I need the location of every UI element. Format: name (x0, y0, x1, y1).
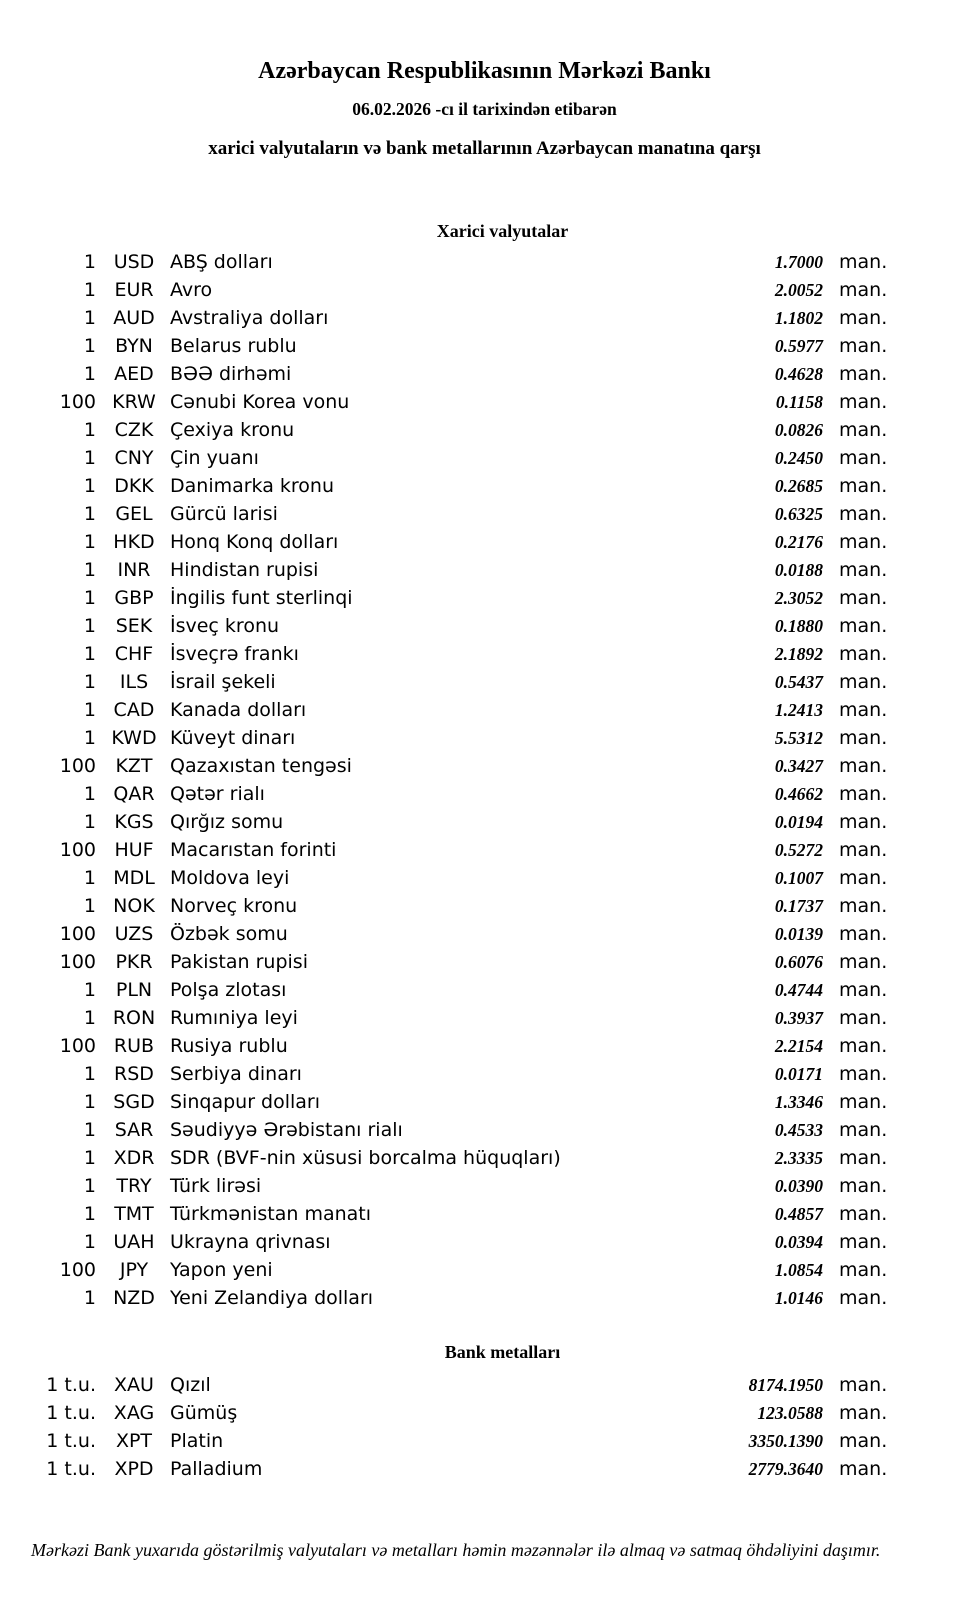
currency-row (0, 1172, 969, 1200)
currency-quantity: 1 (83, 279, 96, 301)
currency-code: CZK (114, 419, 154, 441)
currency-rate: 0.6076 (774, 952, 823, 972)
currency-unit: man. (839, 867, 888, 889)
currency-row (0, 948, 969, 976)
currency-row (0, 276, 969, 304)
currency-row (0, 696, 969, 724)
currency-name: Türkmənistan manatı (170, 1203, 372, 1225)
metal-row (0, 1455, 969, 1483)
currency-rate: 0.2685 (774, 476, 823, 496)
currency-code: NZD (113, 1287, 155, 1309)
currency-row (0, 556, 969, 584)
currency-name: İsveç kronu (170, 615, 280, 637)
metals-table (0, 1371, 969, 1483)
currency-name: Gürcü larisi (170, 503, 278, 525)
currency-unit: man. (839, 811, 888, 833)
currency-unit: man. (839, 587, 888, 609)
currency-code: SAR (114, 1119, 154, 1141)
currency-name: Macarıstan forinti (170, 839, 337, 861)
currency-quantity: 100 (59, 951, 96, 973)
currency-row (0, 1228, 969, 1256)
currency-unit: man. (839, 307, 888, 329)
currency-row (0, 612, 969, 640)
currency-unit: man. (839, 559, 888, 581)
currency-rate: 1.7000 (774, 252, 823, 272)
currency-name: Hindistan rupisi (170, 559, 319, 581)
obligation-note: Mərkəzi Bank yuxarıda göstərilmiş valyutaları və metalları həmin məzənnələr ilə almaq və satmaq öhdəliyini daşımır. (31, 1540, 881, 1560)
currency-row (0, 1032, 969, 1060)
currency-code: PLN (115, 979, 153, 1001)
metal-row (0, 1427, 969, 1455)
metal-rate: 2779.3640 (748, 1459, 823, 1479)
currency-unit: man. (839, 755, 888, 777)
currency-rate: 2.2154 (774, 1036, 823, 1056)
currency-rate: 0.0390 (774, 1176, 823, 1196)
currency-row (0, 864, 969, 892)
currency-unit: man. (839, 1287, 888, 1309)
currency-unit: man. (839, 895, 888, 917)
currency-rate: 0.0394 (774, 1232, 823, 1252)
metal-row (0, 1399, 969, 1427)
currency-code: RSD (114, 1063, 154, 1085)
currency-code: UAH (113, 1231, 155, 1253)
currency-unit: man. (839, 1175, 888, 1197)
currency-quantity: 1 (83, 419, 96, 441)
currency-unit: man. (839, 727, 888, 749)
currency-code: PKR (115, 951, 153, 973)
currency-name: Rusiya rublu (170, 1035, 288, 1057)
currency-code: KRW (112, 391, 156, 413)
currency-name: Küveyt dinarı (170, 727, 296, 749)
currency-code: MDL (113, 867, 155, 889)
currency-rate: 0.4533 (774, 1120, 823, 1140)
currency-unit: man. (839, 1007, 888, 1029)
metal-quantity: 1 t.u. (46, 1458, 96, 1480)
currency-code: BYN (115, 335, 153, 357)
currency-code: DKK (114, 475, 154, 497)
currency-code: XDR (113, 1147, 155, 1169)
currency-code: HUF (114, 839, 154, 861)
currency-quantity: 100 (59, 839, 96, 861)
currency-quantity: 1 (83, 727, 96, 749)
currency-code: USD (113, 251, 155, 273)
currency-unit: man. (839, 615, 888, 637)
metal-row (0, 1371, 969, 1399)
currency-name: ABŞ dolları (170, 251, 273, 273)
currency-name: Sinqapur dolları (170, 1091, 321, 1113)
currency-name: Kanada dolları (170, 699, 307, 721)
currency-rate: 0.4662 (774, 784, 823, 804)
currency-unit: man. (839, 1035, 888, 1057)
currency-quantity: 1 (83, 615, 96, 637)
metal-quantity: 1 t.u. (46, 1402, 96, 1424)
currency-code: GBP (114, 587, 154, 609)
currency-code: KZT (115, 755, 153, 777)
currency-quantity: 100 (59, 391, 96, 413)
currency-rate: 0.5977 (774, 336, 823, 356)
currency-name: Cənubi Korea vonu (170, 391, 350, 413)
currency-row (0, 836, 969, 864)
currency-rate: 0.6325 (774, 504, 823, 524)
currency-unit: man. (839, 1091, 888, 1113)
currency-row (0, 332, 969, 360)
currency-code: ILS (119, 671, 149, 693)
currency-code: JPY (119, 1259, 149, 1281)
currency-row (0, 976, 969, 1004)
currency-name: Avro (170, 279, 213, 301)
currency-quantity: 1 (83, 671, 96, 693)
currency-quantity: 1 (83, 699, 96, 721)
currency-unit: man. (839, 363, 888, 385)
currency-row (0, 1144, 969, 1172)
currency-unit: man. (839, 279, 888, 301)
currency-rate: 0.5437 (774, 672, 823, 692)
currency-row (0, 1004, 969, 1032)
metal-unit: man. (839, 1402, 888, 1424)
currency-quantity: 1 (83, 335, 96, 357)
currency-name: Ukrayna qrivnası (170, 1231, 331, 1253)
currency-code: SGD (113, 1091, 155, 1113)
metal-code: XAU (114, 1374, 154, 1396)
currency-unit: man. (839, 671, 888, 693)
currency-row (0, 388, 969, 416)
currency-rate: 0.3427 (774, 756, 823, 776)
currency-name: Çexiya kronu (170, 419, 295, 441)
currency-code: KWD (111, 727, 157, 749)
currency-quantity: 1 (83, 867, 96, 889)
currency-quantity: 1 (83, 307, 96, 329)
currency-quantity: 1 (83, 475, 96, 497)
currency-unit: man. (839, 951, 888, 973)
metal-rate: 8174.1950 (748, 1375, 823, 1395)
bank-metals-heading: Bank metalları (444, 1342, 561, 1362)
effective-date-line: 06.02.2026 -cı il tarixindən etibarən (352, 99, 617, 119)
currency-code: AUD (113, 307, 155, 329)
currency-quantity: 100 (59, 755, 96, 777)
currency-quantity: 1 (83, 895, 96, 917)
currency-unit: man. (839, 335, 888, 357)
currency-unit: man. (839, 699, 888, 721)
currency-name: İsrail şekeli (170, 671, 276, 693)
metal-unit: man. (839, 1430, 888, 1452)
currency-code: NOK (113, 895, 155, 917)
currency-row (0, 892, 969, 920)
currency-row (0, 472, 969, 500)
metal-code: XAG (113, 1402, 155, 1424)
currency-code: TMT (114, 1203, 154, 1225)
currency-quantity: 1 (83, 1119, 96, 1141)
currency-name: Belarus rublu (170, 335, 297, 357)
currency-code: EUR (114, 279, 154, 301)
currency-unit: man. (839, 1203, 888, 1225)
currency-quantity: 1 (83, 783, 96, 805)
metal-rate: 3350.1390 (748, 1431, 823, 1451)
currency-rate: 0.2450 (774, 448, 823, 468)
currency-rate: 5.5312 (774, 728, 823, 748)
currency-unit: man. (839, 1231, 888, 1253)
currency-quantity: 1 (83, 363, 96, 385)
currency-code: TRY (116, 1175, 152, 1197)
currency-row (0, 1256, 969, 1284)
metal-rate: 123.0588 (757, 1403, 823, 1423)
currency-code: CAD (113, 699, 155, 721)
currency-unit: man. (839, 1119, 888, 1141)
currency-quantity: 1 (83, 1231, 96, 1253)
currency-name: Pakistan rupisi (170, 951, 308, 973)
metal-code: XPD (114, 1458, 154, 1480)
currency-row (0, 724, 969, 752)
currency-unit: man. (839, 923, 888, 945)
currency-rate: 0.5272 (774, 840, 823, 860)
currency-name: BƏƏ dirhəmi (170, 363, 292, 385)
metal-quantity: 1 t.u. (46, 1374, 96, 1396)
currency-quantity: 100 (59, 923, 96, 945)
currency-rate: 2.0052 (774, 280, 823, 300)
currency-name: Özbək somu (170, 923, 288, 945)
currency-name: SDR (BVF-nin xüsusi borcalma hüquqları) (170, 1147, 561, 1169)
currency-quantity: 100 (59, 1035, 96, 1057)
currency-code: GEL (115, 503, 153, 525)
currency-row (0, 808, 969, 836)
currency-row (0, 1116, 969, 1144)
metal-name: Palladium (170, 1458, 263, 1480)
currency-quantity: 1 (83, 1287, 96, 1309)
currency-quantity: 1 (83, 1203, 96, 1225)
currency-rate: 0.2176 (774, 532, 823, 552)
currency-quantity: 1 (83, 251, 96, 273)
currency-rate: 2.1892 (774, 644, 823, 664)
currency-unit: man. (839, 475, 888, 497)
currency-rate: 1.3346 (774, 1092, 823, 1112)
currency-name: Honq Konq dolları (170, 531, 339, 553)
currency-quantity: 1 (83, 1007, 96, 1029)
currency-unit: man. (839, 419, 888, 441)
currency-name: Moldova leyi (170, 867, 290, 889)
currency-row (0, 248, 969, 276)
currency-unit: man. (839, 531, 888, 553)
currency-row (0, 1284, 969, 1312)
currency-code: RON (112, 1007, 156, 1029)
currency-quantity: 1 (83, 587, 96, 609)
currency-quantity: 1 (83, 643, 96, 665)
currency-name: Danimarka kronu (170, 475, 335, 497)
currency-code: INR (117, 559, 151, 581)
currency-rate: 0.0826 (774, 420, 823, 440)
currency-quantity: 1 (83, 531, 96, 553)
currency-quantity: 1 (83, 447, 96, 469)
currency-rate: 0.1007 (774, 868, 823, 888)
currency-rate: 0.0171 (774, 1064, 823, 1084)
currency-rate: 0.1158 (775, 392, 823, 412)
currency-unit: man. (839, 503, 888, 525)
currency-row (0, 920, 969, 948)
metal-unit: man. (839, 1374, 888, 1396)
currency-quantity: 1 (83, 1091, 96, 1113)
currency-rate: 1.1802 (774, 308, 823, 328)
currency-name: Yapon yeni (170, 1259, 273, 1281)
currency-unit: man. (839, 783, 888, 805)
currency-rate: 0.1737 (774, 896, 823, 916)
currency-unit: man. (839, 979, 888, 1001)
currency-row (0, 584, 969, 612)
currency-unit: man. (839, 1063, 888, 1085)
currency-row (0, 304, 969, 332)
currency-unit: man. (839, 251, 888, 273)
currency-unit: man. (839, 447, 888, 469)
currency-rate: 0.0188 (774, 560, 823, 580)
currency-name: Qətər rialı (170, 783, 265, 805)
currency-name: Avstraliya dolları (170, 307, 329, 329)
currency-unit: man. (839, 1147, 888, 1169)
currency-name: Yeni Zelandiya dolları (170, 1287, 374, 1309)
currency-name: İsveçrə frankı (170, 643, 299, 665)
currency-row (0, 360, 969, 388)
metal-name: Gümüş (170, 1402, 238, 1424)
currency-code: AED (114, 363, 154, 385)
currency-unit: man. (839, 839, 888, 861)
currency-unit: man. (839, 643, 888, 665)
currency-code: QAR (113, 783, 155, 805)
currency-row (0, 668, 969, 696)
metal-code: XPT (115, 1430, 153, 1452)
bank-title: Azərbaycan Respublikasının Mərkəzi Bankı (258, 58, 711, 84)
currency-rate: 0.0139 (774, 924, 823, 944)
currency-code: CNY (114, 447, 154, 469)
currency-row (0, 528, 969, 556)
currency-name: Polşa zlotası (170, 979, 287, 1001)
metal-name: Platin (170, 1430, 224, 1452)
currency-code: UZS (114, 923, 154, 945)
currency-quantity: 1 (83, 811, 96, 833)
currency-unit: man. (839, 391, 888, 413)
foreign-currencies-heading: Xarici valyutalar (436, 221, 569, 241)
currency-quantity: 1 (83, 503, 96, 525)
currency-rate: 0.4628 (774, 364, 823, 384)
currency-quantity: 1 (83, 1175, 96, 1197)
currency-rate: 1.0854 (774, 1260, 823, 1280)
currency-quantity: 100 (59, 1259, 96, 1281)
currency-name: Çin yuanı (170, 447, 259, 469)
currency-quantity: 1 (83, 1147, 96, 1169)
currency-name: Rumıniya leyi (170, 1007, 298, 1029)
currency-rate: 0.3937 (774, 1008, 823, 1028)
currency-rate: 0.4857 (774, 1204, 823, 1224)
currency-rate: 0.0194 (774, 812, 823, 832)
currency-row (0, 752, 969, 780)
currency-code: RUB (113, 1035, 155, 1057)
metal-unit: man. (839, 1458, 888, 1480)
currency-quantity: 1 (83, 979, 96, 1001)
currency-code: CHF (114, 643, 154, 665)
currency-quantity: 1 (83, 559, 96, 581)
currency-rate: 0.4744 (774, 980, 823, 1000)
currency-row (0, 1060, 969, 1088)
currency-row (0, 780, 969, 808)
currency-row (0, 444, 969, 472)
currency-rate: 1.0146 (774, 1288, 823, 1308)
currency-name: Norveç kronu (170, 895, 298, 917)
currency-row (0, 416, 969, 444)
currency-rate: 2.3052 (774, 588, 823, 608)
currency-name: Səudiyyə Ərəbistanı rialı (170, 1119, 403, 1141)
currency-code: HKD (113, 531, 155, 553)
currency-name: İngilis funt sterlinqi (170, 587, 353, 609)
currency-table (0, 248, 969, 1312)
currency-name: Türk lirəsi (170, 1175, 262, 1197)
currency-rate: 1.2413 (774, 700, 823, 720)
currency-rate: 0.1880 (774, 616, 823, 636)
currency-name: Qırğız somu (170, 811, 284, 833)
currency-row (0, 1088, 969, 1116)
currency-row (0, 500, 969, 528)
currency-name: Serbiya dinarı (170, 1063, 302, 1085)
currency-row (0, 1200, 969, 1228)
currency-row (0, 640, 969, 668)
bulletin-subtitle: xarici valyutaların və bank metallarının Azərbaycan manatına qarşı (208, 138, 761, 159)
metal-name: Qızıl (170, 1374, 211, 1396)
currency-unit: man. (839, 1259, 888, 1281)
currency-quantity: 1 (83, 1063, 96, 1085)
currency-rate: 2.3335 (774, 1148, 823, 1168)
currency-code: SEK (115, 615, 153, 637)
metal-quantity: 1 t.u. (46, 1430, 96, 1452)
currency-name: Qazaxıstan tengəsi (170, 755, 352, 777)
currency-code: KGS (114, 811, 154, 833)
